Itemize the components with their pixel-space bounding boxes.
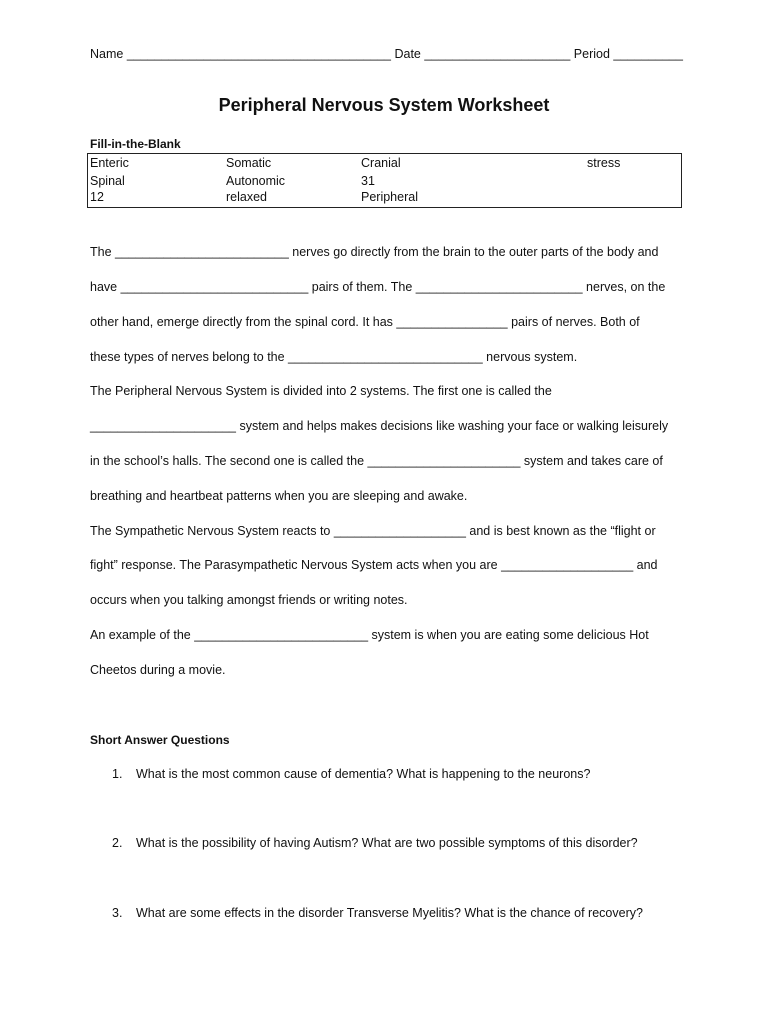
paragraph-line: The Peripheral Nervous System is divided into 2 systems. The first one is called the [90, 384, 552, 398]
word-bank-item: 12 [90, 190, 104, 204]
word-bank-item: stress [587, 156, 621, 170]
fill-in-blank-heading: Fill-in-the-Blank [90, 137, 181, 151]
paragraph-line: The _________________________ nerves go directly from the brain to the outer parts of the body and [90, 245, 659, 259]
word-bank-item: Cranial [361, 156, 401, 170]
paragraph-line: An example of the _________________________ system is when you are eating some delicious Hot [90, 628, 649, 642]
word-bank-box [87, 153, 682, 208]
word-bank-item: 31 [361, 174, 375, 188]
question-number: 2. [112, 836, 123, 850]
word-bank-item: Somatic [226, 156, 272, 170]
paragraph-line: occurs when you talking amongst friends or writing notes. [90, 593, 408, 607]
word-bank-item: Autonomic [226, 174, 286, 188]
paragraph-line: these types of nerves belong to the ____________________________ nervous system. [90, 350, 578, 364]
word-bank-item: Enteric [90, 156, 129, 170]
question-number: 1. [112, 767, 123, 781]
paragraph-line: breathing and heartbeat patterns when you are sleeping and awake. [90, 489, 468, 503]
question-text: What is the possibility of having Autism? What are two possible symptoms of this disorder? [136, 836, 638, 850]
paragraph-line: _____________________ system and helps makes decisions like washing your face or walking leisurely [90, 419, 669, 433]
question-text: What are some effects in the disorder Transverse Myelitis? What is the chance of recovery? [136, 906, 643, 920]
name-date-period-line: Name ______________________________________ Date _____________________ Period __________ [90, 47, 683, 61]
paragraph-line: in the school’s halls. The second one is called the ______________________ system and takes care of [90, 454, 663, 468]
question-number: 3. [112, 906, 123, 920]
paragraph-line: have ___________________________ pairs of them. The ________________________ nerves, on the [90, 280, 666, 294]
short-answer-question [112, 906, 643, 920]
word-bank-item: relaxed [226, 190, 267, 204]
page-title: Peripheral Nervous System Worksheet [218, 95, 550, 115]
paragraph-line: fight” response. The Parasympathetic Nervous System acts when you are ___________________ and [90, 558, 658, 572]
short-answer-heading: Short Answer Questions [90, 733, 230, 747]
short-answer-question [112, 767, 590, 781]
question-text: What is the most common cause of dementia? What is happening to the neurons? [136, 767, 591, 781]
word-bank-item: Spinal [90, 174, 125, 188]
paragraph-line: The Sympathetic Nervous System reacts to ___________________ and is best known as the “flight or [90, 524, 656, 538]
short-answer-question [112, 836, 638, 850]
paragraph-line: Cheetos during a movie. [90, 663, 226, 677]
word-bank-item: Peripheral [361, 190, 418, 204]
paragraph-line: other hand, emerge directly from the spinal cord. It has ________________ pairs of nerves. Both of [90, 315, 640, 329]
